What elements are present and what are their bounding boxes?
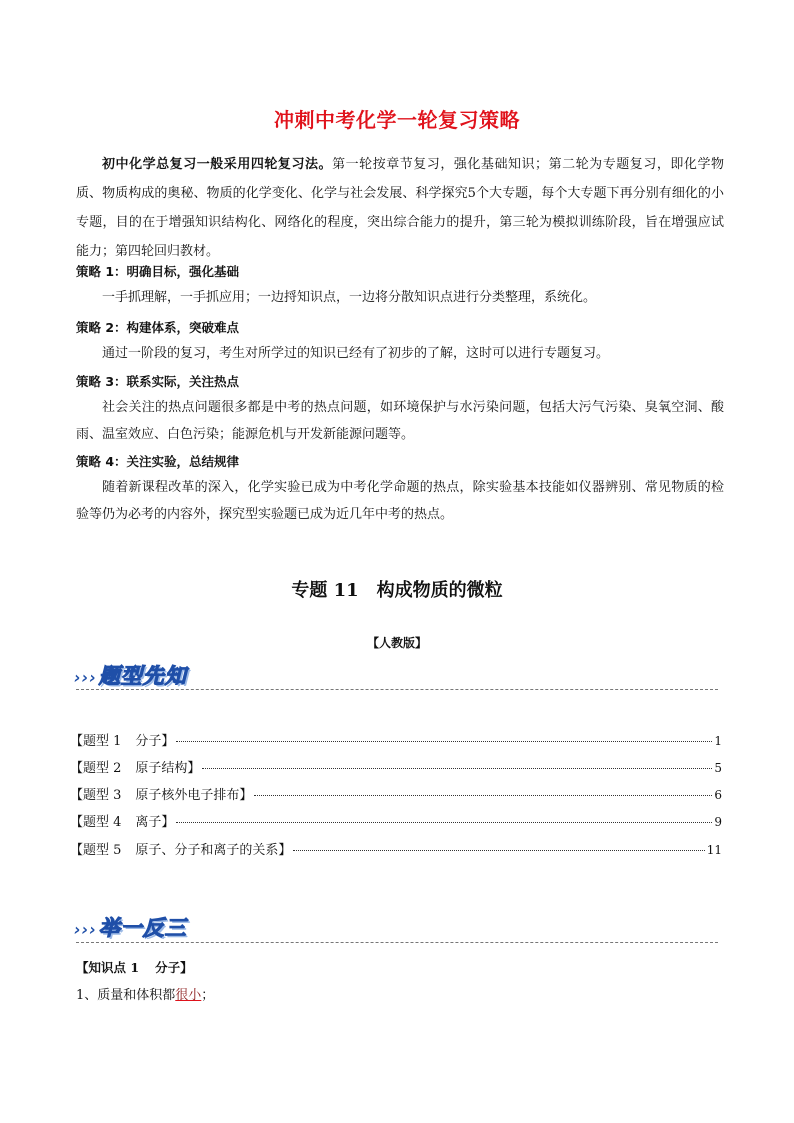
page-title: 冲刺中考化学一轮复习策略 [274,108,520,132]
strategy-1-body: 一手抓理解，一手抓应用；一边捋知识点，一边将分散知识点进行分类整理，系统化。 [102,290,597,305]
strategy-3-heading: 策略 3：联系实际，关注热点 [76,374,240,389]
topic-title [0,576,794,602]
strategy-4-heading: 策略 4：关注实验，总结规律 [76,454,240,469]
toc-leader [202,768,712,769]
kp-line-prefix: 1、质量和体积都 [76,988,176,1003]
banner-arrows-icon: ››› [74,668,97,687]
intro-paragraph [76,150,724,266]
toc-name: 离子】 [135,815,175,830]
toc-page-number: 6 [714,788,722,802]
toc-type: 【题型 3 [70,788,122,803]
banner-practice-text: 举一反三 [98,916,187,940]
kp-underlined-term: 很小 [175,988,202,1003]
toc-name: 分子】 [135,734,175,749]
banner-preview [74,660,187,690]
banner-divider [76,942,718,943]
intro-text: 第一轮按章节复习，强化基础知识；第二轮为专题复习，即化学物质、物质构成的奥秘、物质的化学变化、化学与社会发展、科学探究5个大专题，每个大专题下再分别有细化的小专题，目的在于增强知识结构化、网络化的程度，突出综合能力的提升，第三轮为模拟训练阶段，旨在增强应试能力；第四轮回归教材。 [76,157,724,259]
toc-type: 【题型 5 [70,843,122,858]
banner-preview-text: 题型先知 [98,664,187,688]
knowledge-point-heading [76,958,193,976]
intro-lead: 初中化学总复习一般采用四轮复习法。 [102,157,333,172]
toc-page-number: 1 [714,734,722,748]
toc-type: 【题型 4 [70,815,122,830]
toc-page-number: 11 [706,843,722,857]
topic-name: 构成物质的微粒 [376,580,503,601]
edition-label: 【人教版】 [366,636,427,650]
strategy-2-body: 通过一阶段的复习，考生对所学过的知识已经有了初步的了解，这时可以进行专题复习。 [102,346,610,361]
banner-practice [74,912,187,942]
toc-name: 原子核外电子排布】 [135,788,253,803]
topic-number: 专题 11 [291,580,359,601]
toc-entry[interactable] [70,839,722,857]
toc-entry[interactable] [70,811,722,829]
strategy-2-heading: 策略 2：构建体系，突破难点 [76,320,240,335]
toc-leader [293,850,704,851]
toc-leader [176,741,712,742]
banner-arrows-icon: ››› [74,920,97,939]
toc-leader [176,822,712,823]
toc-name: 原子结构】 [135,761,201,776]
toc-type: 【题型 1 [70,734,122,749]
toc-entry[interactable] [70,730,722,748]
toc-type: 【题型 2 [70,761,122,776]
strategy-3-body: 社会关注的热点问题很多都是中考的热点问题，如环境保护与水污染问题，包括大污气污染、臭氧空洞、酸雨、温室效应、白色污染；能源危机与开发新能源问题等。 [76,400,724,442]
knowledge-point-line [76,984,214,1003]
banner-divider [76,689,718,690]
strategy-1-heading: 策略 1：明确目标，强化基础 [76,264,240,279]
knowledge-point-label: 【知识点 1 [76,960,140,975]
toc-page-number: 9 [714,815,722,829]
toc-leader [254,795,712,796]
strategy-4-body: 随着新课程改革的深入，化学实验已成为中考化学命题的热点，除实验基本技能如仪器辨别、常见物质的检验等仍为必考的内容外，探究型实验题已成为近几年中考的热点。 [76,480,724,522]
toc-entry[interactable] [70,784,722,802]
toc-name: 原子、分子和离子的关系】 [135,843,292,858]
toc-page-number: 5 [714,761,722,775]
toc-entry[interactable] [70,757,722,775]
knowledge-point-name: 分子】 [155,960,193,975]
kp-line-suffix: ； [201,988,215,1003]
